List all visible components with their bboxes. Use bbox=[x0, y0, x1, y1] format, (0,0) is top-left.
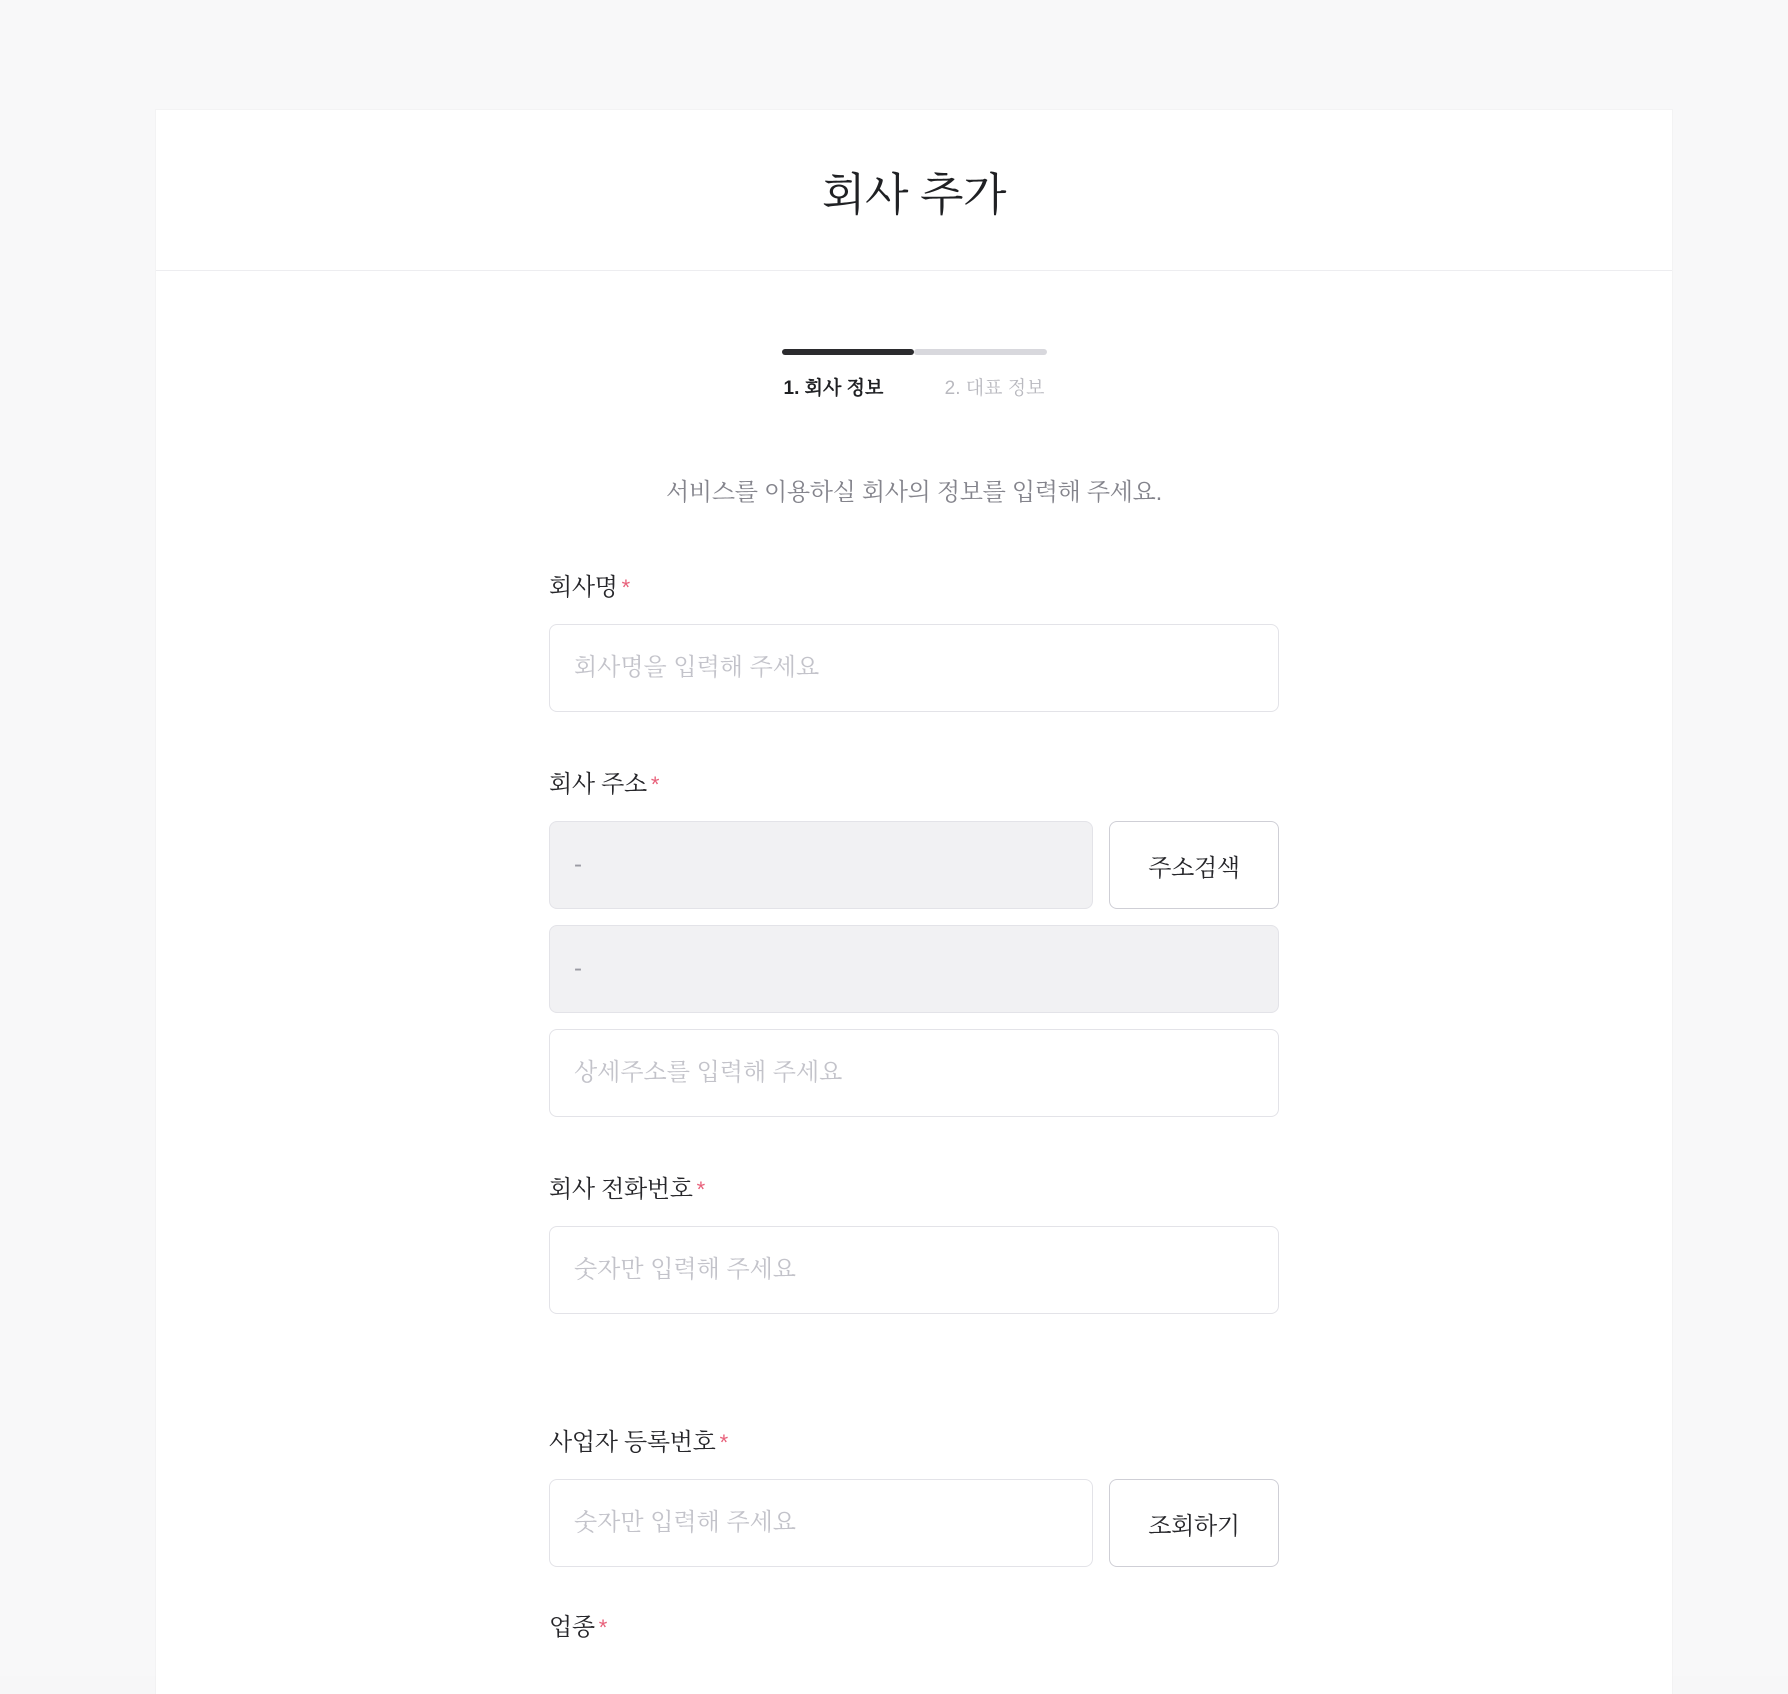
business-number-row bbox=[549, 1479, 1279, 1567]
business-number-lookup-button[interactable]: 조회하기 bbox=[1109, 1479, 1279, 1567]
company-phone-label-text: 회사 전화번호 bbox=[549, 1176, 693, 1203]
stepper-bars bbox=[782, 349, 1047, 355]
required-asterisk: * bbox=[621, 575, 630, 600]
required-asterisk: * bbox=[696, 1177, 705, 1202]
required-asterisk: * bbox=[719, 1430, 728, 1455]
company-address-label bbox=[549, 764, 1279, 799]
business-number-label bbox=[549, 1422, 1279, 1457]
company-address-label-text: 회사 주소 bbox=[549, 771, 647, 798]
field-industry bbox=[549, 1607, 1279, 1642]
business-number-label-text: 사업자 등록번호 bbox=[549, 1429, 716, 1456]
address-search-button[interactable]: 주소검색 bbox=[1109, 821, 1279, 909]
stepper-labels bbox=[782, 373, 1047, 400]
required-asterisk: * bbox=[650, 772, 660, 797]
stepper-label-step-2[interactable]: 2. 대표 정보 bbox=[944, 378, 1045, 399]
address-detail-input[interactable] bbox=[549, 1029, 1279, 1117]
field-company-address bbox=[549, 764, 1279, 1117]
required-asterisk: * bbox=[598, 1615, 608, 1640]
company-address-fields bbox=[549, 821, 1279, 1117]
company-name-label-text: 회사명 bbox=[549, 574, 618, 601]
company-phone-label bbox=[549, 1169, 1279, 1204]
intro-text: 서비스를 이용하실 회사의 정보를 입력해 주세요. bbox=[666, 479, 1162, 506]
industry-label-text: 업종 bbox=[549, 1614, 595, 1641]
postcode-row bbox=[549, 821, 1279, 909]
add-company-form bbox=[549, 507, 1279, 1642]
postcode-input[interactable] bbox=[549, 821, 1093, 909]
field-company-name bbox=[549, 567, 1279, 712]
page-title: 회사 추가 bbox=[822, 168, 1006, 220]
card-header bbox=[156, 110, 1672, 271]
field-business-number bbox=[549, 1422, 1279, 1567]
add-company-card bbox=[156, 110, 1672, 1694]
company-name-label bbox=[549, 567, 1279, 602]
stepper-bar-step-1 bbox=[782, 349, 915, 355]
company-name-input[interactable] bbox=[549, 624, 1279, 712]
stepper-label-step-1[interactable]: 1. 회사 정보 bbox=[783, 378, 884, 399]
company-phone-input[interactable] bbox=[549, 1226, 1279, 1314]
card-body bbox=[156, 271, 1672, 1642]
business-number-input[interactable] bbox=[549, 1479, 1093, 1567]
industry-label bbox=[549, 1607, 1279, 1642]
address-input[interactable] bbox=[549, 925, 1279, 1013]
stepper-bar-step-2 bbox=[914, 349, 1047, 355]
stepper bbox=[782, 349, 1047, 400]
field-company-phone bbox=[549, 1169, 1279, 1314]
